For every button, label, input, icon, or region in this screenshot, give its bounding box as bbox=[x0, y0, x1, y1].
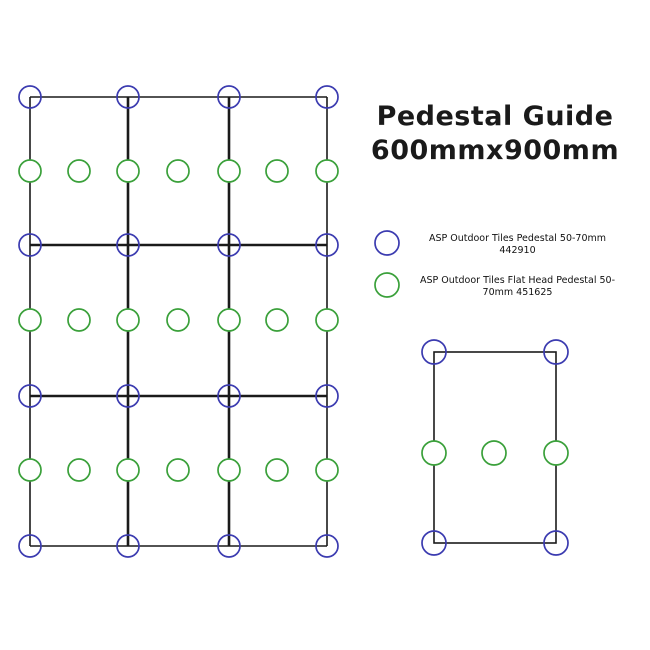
flat-head-pedestal-icon bbox=[218, 160, 240, 182]
legend-item-corner-pedestal bbox=[372, 228, 642, 258]
flat-head-pedestal-icon bbox=[316, 459, 338, 481]
flat-head-pedestal-icon bbox=[68, 459, 90, 481]
flat-head-pedestal-icon bbox=[482, 441, 506, 465]
blue-circle-icon bbox=[372, 228, 402, 258]
title-line-1: Pedestal Guide bbox=[376, 101, 614, 132]
legend-label-corner-pedestal: ASP Outdoor Tiles Pedestal 50-70mm 442910 bbox=[428, 233, 607, 256]
flat-head-pedestal-icon bbox=[218, 309, 240, 331]
flat-head-pedestal-icon bbox=[167, 309, 189, 331]
flat-head-pedestal-icon bbox=[117, 459, 139, 481]
legend-item-flat-head-pedestal bbox=[372, 270, 642, 300]
flat-head-pedestal-icon bbox=[316, 309, 338, 331]
page-title bbox=[355, 100, 635, 168]
flat-head-pedestal-icon bbox=[316, 160, 338, 182]
flat-head-pedestal-icon bbox=[117, 309, 139, 331]
flat-head-pedestal-icon bbox=[19, 459, 41, 481]
legend-label-flat-head-pedestal: ASP Outdoor Tiles Flat Head Pedestal 50-70mm 451625 bbox=[420, 275, 615, 298]
flat-head-pedestal-icon bbox=[167, 160, 189, 182]
legend bbox=[372, 228, 642, 312]
flat-head-pedestal-icon bbox=[218, 459, 240, 481]
flat-head-pedestal-icon bbox=[266, 459, 288, 481]
title-line-2: 600mmx900mm bbox=[370, 135, 620, 166]
green-circle-icon bbox=[372, 270, 402, 300]
flat-head-pedestal-icon bbox=[266, 309, 288, 331]
flat-head-pedestal-group-main bbox=[19, 160, 338, 481]
flat-head-pedestal-icon bbox=[544, 441, 568, 465]
flat-head-pedestal-icon bbox=[68, 309, 90, 331]
flat-head-pedestal-icon bbox=[422, 441, 446, 465]
flat-head-pedestal-icon bbox=[68, 160, 90, 182]
flat-head-pedestal-icon bbox=[167, 459, 189, 481]
flat-head-pedestal-icon bbox=[266, 160, 288, 182]
flat-head-pedestal-icon bbox=[117, 160, 139, 182]
flat-head-pedestal-icon bbox=[19, 160, 41, 182]
flat-head-pedestal-icon bbox=[19, 309, 41, 331]
flat-head-pedestal-group-detail bbox=[422, 441, 568, 465]
